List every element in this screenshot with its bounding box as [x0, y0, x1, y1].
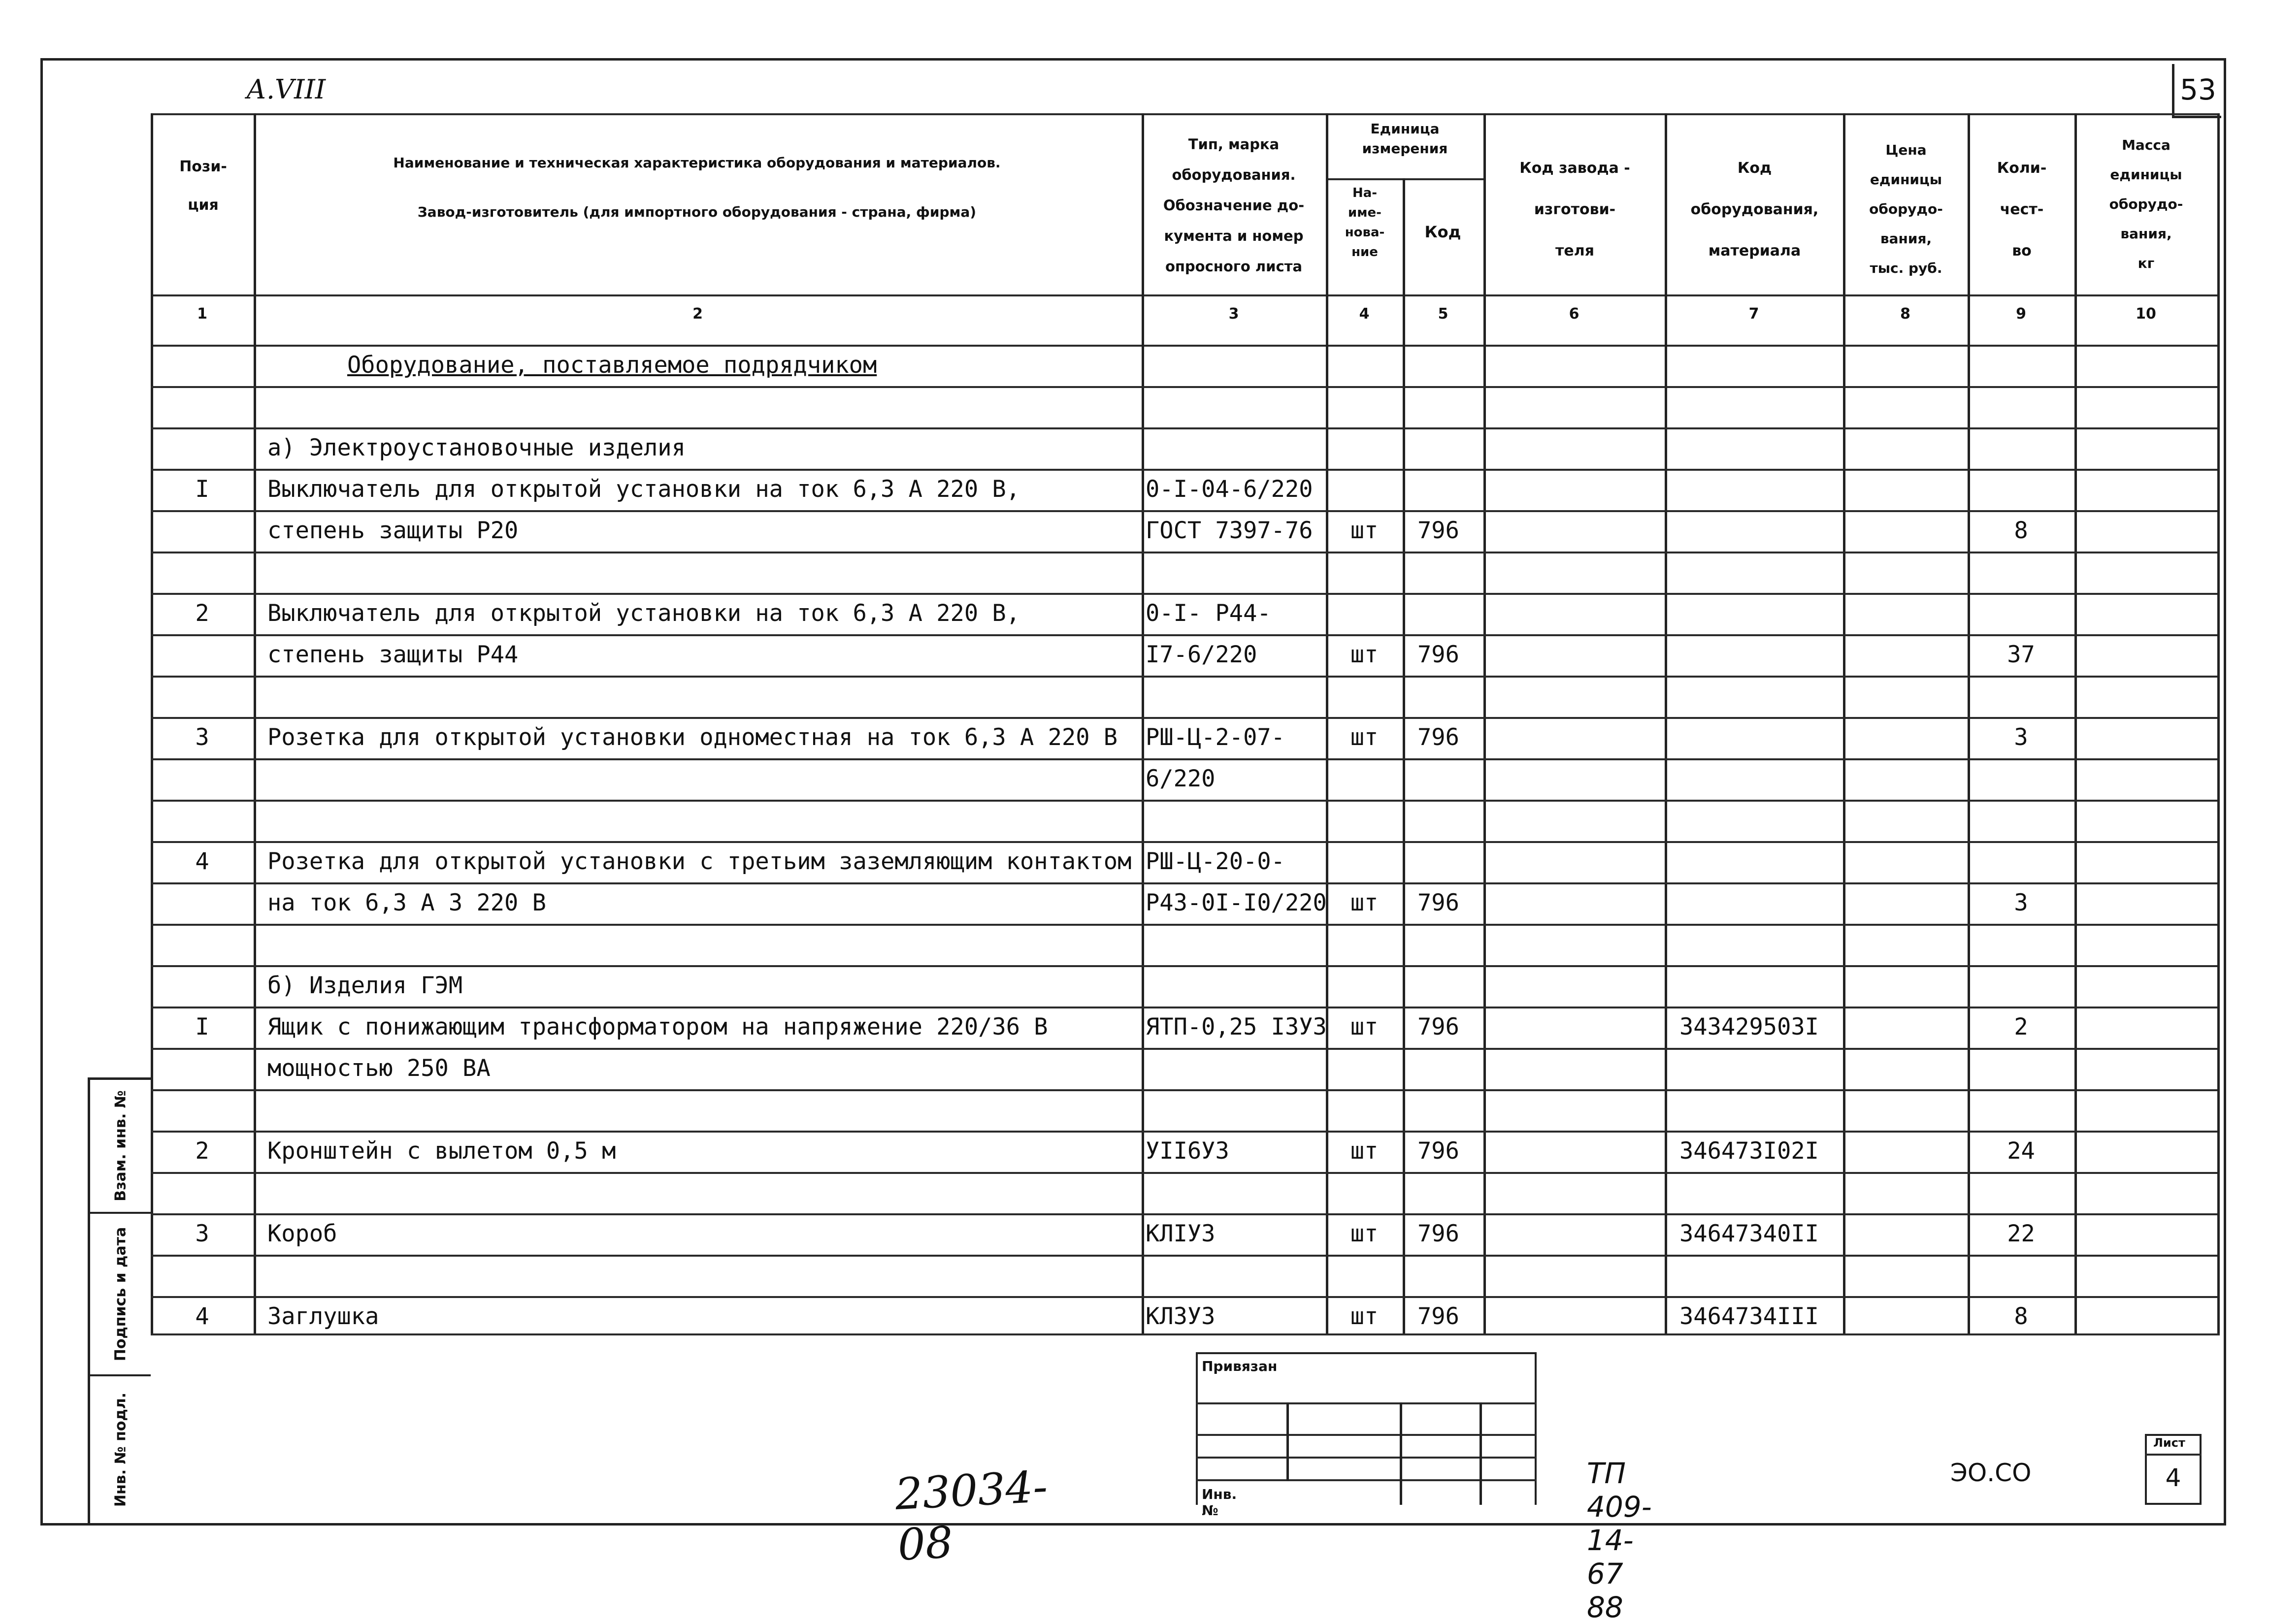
header-name-line1: Наименование и техническая характеристика оборудования и материалов.: [393, 155, 1001, 171]
row-line: [151, 717, 2217, 719]
cell-type: КЛIУ3: [1146, 1220, 1216, 1247]
cell-type: 0-I- Р44-: [1146, 600, 1271, 627]
row-line: [151, 1172, 2217, 1174]
grid-line: [2074, 113, 2077, 1333]
cell-type: РШ-Ц-2-07-: [1146, 724, 1285, 751]
cell-pos: I: [195, 476, 209, 503]
cell-type: ЯТП-0,25 I3У3: [1146, 1013, 1327, 1040]
cell-code: 796: [1417, 724, 1459, 751]
cell-type: I7-6/220: [1146, 641, 1257, 668]
cell-code: 796: [1417, 1137, 1459, 1165]
cell-pos: I: [195, 1013, 209, 1040]
privyazan-box: [1196, 1352, 1537, 1505]
cell-name: Оборудование, поставляемое подрядчиком: [347, 352, 877, 379]
cell-unit: шт: [1350, 641, 1379, 668]
cell-qty: 8: [2014, 1303, 2028, 1330]
side-label-inv: Инв. № подл.: [112, 1392, 129, 1507]
cell-name: Ящик с понижающим трансформатором на напряжение 220/36 В: [267, 1013, 1048, 1040]
cell-qty: 24: [2007, 1137, 2035, 1165]
cell-qty: 3: [2014, 889, 2028, 916]
row-line: [151, 1255, 2217, 1257]
header-position: Пози- ция: [179, 158, 227, 214]
column-number-border: [151, 345, 2220, 347]
cell-type: ГОСТ 7397-76: [1146, 517, 1313, 544]
cell-pos: 4: [195, 848, 209, 875]
header-price: Цена единицы оборудо- вания, тыс. руб.: [1869, 142, 1943, 276]
cell-type: КЛ3У3: [1146, 1303, 1216, 1330]
column-number: 2: [692, 305, 703, 323]
column-number: 3: [1228, 305, 1239, 323]
row-line: [151, 469, 2217, 471]
cell-pos: 2: [195, 1137, 209, 1165]
doc-code: ТП 409-14-67 88: [1587, 1457, 1652, 1624]
column-number: 1: [197, 305, 207, 323]
cell-pos: 4: [195, 1303, 209, 1330]
row-line: [151, 965, 2217, 967]
row-line: [151, 800, 2217, 802]
row-line: [151, 1048, 2217, 1050]
cell-mat-code: 3464734III: [1679, 1303, 1819, 1330]
header-bottom-border: [151, 294, 2220, 296]
table-top-border: [151, 113, 2220, 115]
row-line: [151, 1089, 2217, 1091]
cell-type: 6/220: [1146, 765, 1216, 792]
row-line: [151, 841, 2217, 843]
cell-type: Р43-0I-I0/220: [1146, 889, 1327, 916]
cell-unit: шт: [1350, 1303, 1379, 1330]
list-number: 4: [2165, 1463, 2181, 1492]
cell-name: Выключатель для открытой установки на ток 6,3 А 220 В,: [267, 476, 1020, 503]
cell-code: 796: [1417, 1013, 1459, 1040]
column-number: 10: [2136, 305, 2156, 323]
column-number: 5: [1438, 305, 1448, 323]
row-line: [151, 676, 2217, 678]
row-line: [151, 427, 2217, 429]
grid-line: [1403, 178, 1405, 1333]
header-unit-code: Код: [1424, 223, 1461, 241]
cell-qty: 3: [2014, 724, 2028, 751]
cell-pos: 2: [195, 600, 209, 627]
cell-pos: 3: [195, 1220, 209, 1247]
column-number: 8: [1900, 305, 1910, 323]
column-number: 9: [2016, 305, 2026, 323]
corner-mark: А.VIII: [246, 74, 326, 105]
row-line: [151, 1007, 2217, 1008]
cell-unit: шт: [1350, 1220, 1379, 1247]
row-line: [151, 1131, 2217, 1133]
cell-mat-code: 343429503I: [1679, 1013, 1819, 1040]
page-number: 53: [2180, 73, 2216, 106]
cell-code: 796: [1417, 1220, 1459, 1247]
grid-line: [1483, 113, 1486, 1333]
cell-name: Короб: [267, 1220, 337, 1247]
header-unit-name: На- име- нова- ние: [1345, 186, 1385, 260]
grid-line: [1142, 113, 1144, 1333]
row-line: [151, 593, 2217, 595]
cell-unit: шт: [1350, 724, 1379, 751]
stamp-line: [1196, 1479, 1537, 1481]
inv-no-label: Инв. №: [1202, 1486, 1237, 1519]
cell-name: Розетка для открытой установки одноместная на ток 6,3 А 220 В: [267, 724, 1118, 751]
row-line: [151, 510, 2217, 512]
header-type: Тип, марка оборудования. Обозначение до- кумента и номер опросного листа: [1163, 136, 1305, 275]
cell-unit: шт: [1350, 517, 1379, 544]
grid-line: [2217, 113, 2220, 1333]
grid-line: [1843, 113, 1845, 1333]
header-factory-code: Код завода - изготови- теля: [1519, 160, 1630, 260]
header-quantity: Коли- чест- во: [1997, 160, 2047, 260]
header-name-line2: Завод-изготовитель (для импортного оборудования - страна, фирма): [417, 204, 977, 220]
stamp-line: [1196, 1434, 1537, 1436]
cell-unit: шт: [1350, 889, 1379, 916]
stamp-line: [1480, 1402, 1482, 1505]
cell-pos: 3: [195, 724, 209, 751]
cell-code: 796: [1417, 1303, 1459, 1330]
cell-mat-code: 34647340II: [1679, 1220, 1819, 1247]
cell-qty: 37: [2007, 641, 2035, 668]
list-label: Лист: [2153, 1436, 2185, 1450]
privyazan-label: Привязан: [1202, 1358, 1278, 1374]
cell-name: мощностью 250 ВА: [267, 1055, 491, 1082]
row-line: [151, 634, 2217, 636]
row-line: [151, 758, 2217, 760]
row-line: [151, 882, 2217, 884]
cell-qty: 8: [2014, 517, 2028, 544]
cell-name: Выключатель для открытой установки на ток 6,3 А 220 В,: [267, 600, 1020, 627]
column-number: 4: [1359, 305, 1370, 323]
grid-line: [1665, 113, 1667, 1333]
stamp-line: [1196, 1457, 1537, 1459]
row-line: [151, 924, 2217, 926]
cell-name: б) Изделия ГЭМ: [267, 972, 463, 999]
cell-unit: шт: [1350, 1137, 1379, 1165]
header-unit-group: Единица измерения: [1362, 121, 1448, 157]
table-bottom-border: [151, 1333, 2220, 1335]
stamp-line: [1400, 1402, 1402, 1505]
cell-type: 0-I-04-6/220: [1146, 476, 1313, 503]
side-label-podpis: Подпись и дата: [112, 1227, 129, 1362]
cell-name: степень защиты Р20: [267, 517, 519, 544]
stamp-line: [1196, 1402, 1537, 1404]
cell-name: Заглушка: [267, 1303, 379, 1330]
cell-type: РШ-Ц-20-0-: [1146, 848, 1285, 875]
header-material-code: Код оборудования, материала: [1690, 160, 1819, 260]
row-line: [151, 1296, 2217, 1298]
handwritten-number: 23034-08: [893, 1461, 1049, 1570]
row-line: [151, 386, 2217, 388]
sheet-code: ЭО.СО: [1950, 1459, 2032, 1487]
cell-name: на ток 6,3 А 3 220 В: [267, 889, 546, 916]
column-number: 7: [1748, 305, 1759, 323]
cell-name: Кронштейн с вылетом 0,5 м: [267, 1137, 616, 1165]
stamp-line: [2145, 1454, 2202, 1456]
row-line: [151, 1213, 2217, 1215]
cell-qty: 22: [2007, 1220, 2035, 1247]
cell-name: а) Электроустановочные изделия: [267, 434, 686, 461]
row-line: [151, 552, 2217, 553]
header-mass: Масса единицы оборудо- вания, кг: [2109, 137, 2183, 271]
cell-qty: 2: [2014, 1013, 2028, 1040]
stamp-line: [1286, 1402, 1289, 1481]
side-label-vzam: Взам. инв. №: [112, 1090, 129, 1202]
grid-line: [254, 113, 256, 1333]
column-number: 6: [1569, 305, 1579, 323]
cell-unit: шт: [1350, 1013, 1379, 1040]
cell-mat-code: 346473I02I: [1679, 1137, 1819, 1165]
cell-code: 796: [1417, 517, 1459, 544]
cell-type: УII6У3: [1146, 1137, 1229, 1165]
cell-code: 796: [1417, 889, 1459, 916]
cell-name: степень защиты Р44: [267, 641, 519, 668]
cell-code: 796: [1417, 641, 1459, 668]
cell-name: Розетка для открытой установки с третьим заземляющим контактом: [267, 848, 1132, 875]
